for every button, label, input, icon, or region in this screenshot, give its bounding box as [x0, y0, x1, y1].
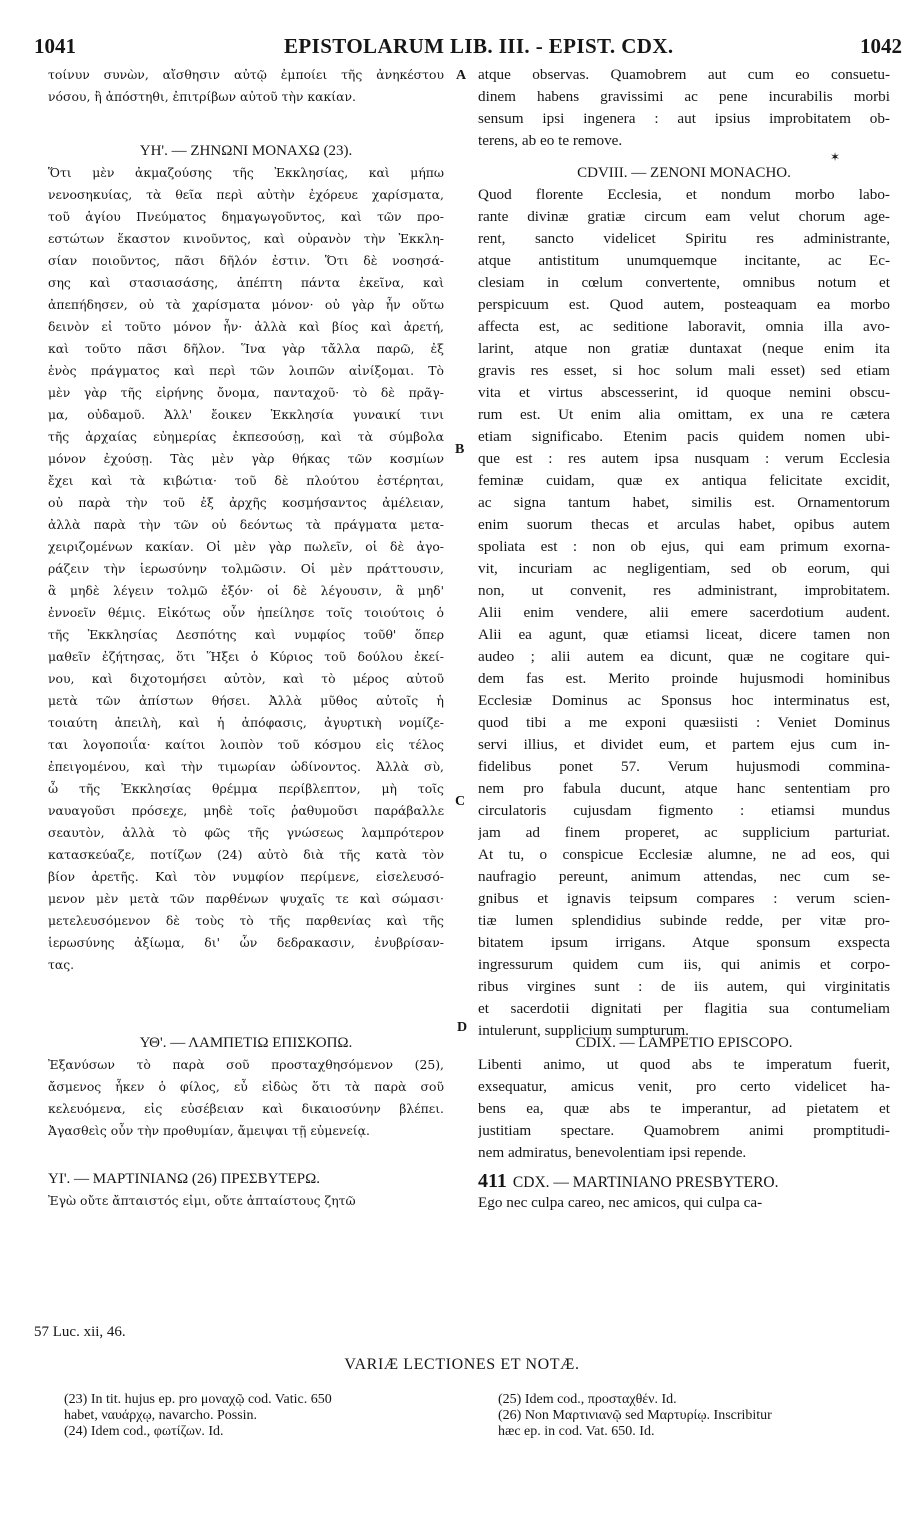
latin-letter-408	[478, 184, 890, 1042]
greek-line: νου, καὶ διχοτομήσει αὐτὸν, καὶ τὸ μέρος αὐτοῦ	[48, 671, 444, 686]
latin-line: Libenti animo, ut quod abs te imperatum fuerit,	[478, 1056, 890, 1073]
greek-line: ἄσμενος ἧκεν ὁ φίλος, εὖ εἰδὼς ὅτι τὰ παρὰ σοῦ	[48, 1079, 444, 1094]
greek-letter-410	[48, 1190, 444, 1212]
greek-line: Ἀγασθεὶς οὖν τὴν προθυμίαν, ἄμειψαι τῇ εὐμενείᾳ.	[48, 1123, 370, 1138]
greek-line: ἀλλὰ παρὰ τὴν τῶν οὐ δεόντως τὰ πράγματα μετα-	[48, 517, 444, 532]
latin-line: perspicuum est. Quod autem, posteaquam ea morbo	[478, 296, 890, 313]
greek-heading-408: ΥΗ'. — ΖΗΝΩΝΙ ΜΟΝΑΧΩ (23).	[139, 143, 353, 159]
latin-letter-409	[478, 1054, 890, 1164]
latin-line: dinem habens gravissimi ac pene incurabilis morbi	[478, 88, 890, 105]
greek-line: ἃ μηδὲ λέγειν τολμῶ ἐξόν· οἱ δὲ λέγουσιν, ἃ μηδ'	[48, 583, 444, 598]
latin-heading-410-row	[478, 1170, 890, 1192]
latin-line: gravis res esset, si hoc solum mali esset) sed etiam	[478, 362, 890, 379]
variant-note-line: (24) Idem cod., φωτίζων. Id.	[64, 1424, 224, 1439]
variae-left	[64, 1392, 460, 1440]
greek-line: ἑνὸς πράγματος καὶ περὶ τῶν λοιπῶν αἰνίξομαι. Τὸ	[48, 363, 444, 378]
latin-line: rante divinæ gratiæ circum eam velut chorum age-	[478, 208, 890, 225]
greek-line: μα, οὐδαμοῦ. Ἀλλ' ἔοικεν Ἐκκλησία γυναικί τινι	[48, 407, 444, 422]
greek-line: μὲν γὰρ τῆς εἰρήνης ὄνομα, πανταχοῦ· τὸ δὲ πρᾶγ-	[48, 385, 444, 400]
greek-line: σεαυτὸν, ἀλλὰ τὸ φῶς τῆς γνώσεως λαμπρότερον	[48, 825, 444, 840]
greek-line: μαθεῖν ἐζήτησας, ὅτι Ἥξει ὁ Κύριος τοῦ δούλου ἐκεί-	[48, 649, 444, 664]
greek-line: ράζειν τὴν ἱερωσύνην τολμῶσιν. Οἱ μὲν πράττουσιν,	[48, 561, 444, 576]
latin-line: ribus virgines sunt : de iis autem, qui virginitatis	[478, 978, 890, 995]
greek-line: βίον ἀρετῆς. Καὶ τὸν νυμφίον περίμενε, εἰσελευσό-	[48, 869, 444, 884]
page-number-right: 1042	[860, 34, 902, 58]
greek-line: δεινὸν εἰ τοῦτο μόνον ἦν· ἀλλὰ καὶ βίος καὶ ἀρετή,	[48, 319, 444, 334]
greek-line: ναυαγοῦσι πρόσεχε, μηδὲ τοῖς ῥαθυμοῦσι παράβαλλε	[48, 803, 444, 818]
latin-line: affecta est, ac seditione laboravit, omnia illa avo-	[478, 318, 890, 335]
latin-line: circulatoris cujusdam figmento : etiamsi mundus	[478, 802, 890, 819]
latin-heading-408: CDVIII. — ZENONI MONACHO.	[577, 165, 791, 181]
greek-line: νενοσηκυίας, τὰ θεῖα περὶ αὐτὴν ἐχόρευε χαρίσματα,	[48, 187, 444, 202]
greek-line: σίαν ποιοῦντος, πᾶσι δῆλόν ἐστιν. Ὅτι δὲ νοσησά-	[48, 253, 444, 268]
greek-line: Ὅτι μὲν ἀκμαζούσης τῆς Ἐκκλησίας, καὶ μήπω	[48, 165, 444, 180]
greek-line: νόσου, ἢ ἀπόστηθι, ἐπιτρίβων αὐτοῦ τὴν κακίαν.	[48, 89, 356, 104]
latin-line: audeo ; alii autem ea dicunt, quæ ne cogitare qui-	[478, 648, 890, 665]
latin-line: bitatem ipsum irrigans. Atque sponsum exspecta	[478, 934, 890, 951]
latin-column	[478, 64, 890, 1042]
greek-line: τας.	[48, 957, 75, 972]
greek-line: σης καὶ στασιασάσης, ἀπέπτη πάντα ἐκεῖνα, καὶ	[48, 275, 444, 290]
greek-line: ἀπεπήδησεν, οὐ τὰ χαρίσματα μόνον· οὐ γὰρ ἦν οὕτω	[48, 297, 444, 312]
greek-line: Ἐξανύσων τὸ παρὰ σοῦ προσταχθησόμενον (25),	[48, 1057, 444, 1072]
latin-column-lower	[478, 1032, 890, 1214]
latin-line: nem pro fabula ducunt, atque hanc sententiam pro	[478, 780, 890, 797]
ornament-mark: ✶	[830, 150, 841, 164]
latin-line: intulerunt, supplicium sumpturum.	[478, 1022, 689, 1039]
latin-line: non, ut convenit, res administrant, improbitatem.	[478, 582, 890, 599]
greek-line: χειριζομένων κακίαν. Οἱ μὲν γὰρ πωλεῖν, οἱ δὲ ἀγο-	[48, 539, 444, 554]
latin-line: nem admiratus, benevolentiam ipsi repende.	[478, 1144, 747, 1161]
latin-line: ac signa tantum habet, similis est. Ornamentorum	[478, 494, 890, 511]
latin-line: ingressurum quidem cum iis, qui animis et corpo-	[478, 956, 890, 973]
margin-letter-c: C	[455, 794, 466, 809]
variant-note-line: habet, ναυάρχῳ, navarcho. Possin.	[64, 1408, 258, 1423]
latin-line: atque antistitum unumquemque incitante, ac Ec-	[478, 252, 890, 269]
greek-line: τῆς Ἐκκλησίας Δεσπότης καὶ νυμφίος τοῦθ' ὅπερ	[48, 627, 444, 642]
greek-line: καὶ τοῦτο πᾶσι δῆλον. Ἵνα γὰρ τἄλλα παρῶ, ἐξ	[48, 341, 444, 356]
margin-letter-b: B	[455, 442, 465, 457]
variae-title: VARIÆ LECTIONES ET NOTÆ.	[344, 1356, 580, 1373]
footnote: 57 Luc. xii, 46.	[34, 1324, 126, 1340]
page-number-left: 1041	[34, 34, 76, 58]
latin-line: gnibus et ignavis teipsum compares : verum scien-	[478, 890, 890, 907]
latin-line: Ecclesiæ Dominus ac Sponsus hoc interminatus est,	[478, 692, 890, 709]
greek-line: τοιαύτη ἀπειλὴ, καὶ ἡ ἀπόφασις, ἀγυρτικὴ νομίζε-	[48, 715, 444, 730]
greek-line: ἔχει καὶ τὰ κιβώτια· τοῦ δὲ πλούτου ἐστέρηται,	[48, 473, 444, 488]
latin-line: Quod florente Ecclesia, et nondum morbo labo-	[478, 186, 890, 203]
greek-line: μόνον ἐχούσῃ. Τὰς μὲν γὰρ θήκας τῶν κοσμίων	[48, 451, 444, 466]
greek-letter-408	[48, 162, 444, 976]
latin-line: rum est. Ut enim alia omittam, ex una re cætera	[478, 406, 890, 423]
greek-line: μετελευσόμενον δὲ τοὺς τὸ τῆς παρθενίας καὶ τῆς	[48, 913, 444, 928]
greek-line: κατασκεύαζε, ποτίζων (24) αὐτὸ διὰ τῆς κατὰ τὸν	[48, 847, 444, 862]
greek-line: ὦ τῆς Ἐκκλησίας θρέμμα περίβλεπτον, μὴ τοῖς	[48, 781, 444, 796]
greek-line: ἐννοεῖν θέμις. Εἰκότως οὖν ἠπείλησε τοῖς τοιούτοις ὁ	[48, 605, 444, 620]
greek-line: μενον μὲν μετὰ τῶν παρθένων ψυχαῖς τε καὶ σώμασι·	[48, 891, 444, 906]
latin-line: vita et virtus abscesserint, id quoque nemini obscu-	[478, 384, 890, 401]
latin-line: atque observas. Quamobrem aut cum eo consuetu-	[478, 66, 890, 83]
latin-line: rent, sancto videlicet Spiritu res administrante,	[478, 230, 890, 247]
latin-line: Ego nec culpa careo, nec amicos, qui culpa ca-	[478, 1194, 763, 1211]
latin-line: terens, ab eo te remove.	[478, 132, 623, 149]
greek-heading-409: ΥΘ'. — ΛΑΜΠΕΤΙΩ ΕΠΙΣΚΟΠΩ.	[139, 1035, 353, 1051]
greek-line: Ἐγὼ οὔτε ἄπταιστός εἰμι, οὔτε ἀπταίστους ζητῶ	[48, 1193, 356, 1208]
latin-line: At tu, o conspicue Ecclesiæ alumne, ne ad eos, qui	[478, 846, 890, 863]
latin-line: etiam significabo. Etenim pacis quidem nomen ubi-	[478, 428, 890, 445]
latin-line: bens ea, quæ abs te imperantur, ad pietatem et	[478, 1100, 890, 1117]
latin-line: exsequatur, amicus venit, pro certo videlicet ha-	[478, 1078, 890, 1095]
latin-letter-410	[478, 1192, 890, 1214]
variant-note-line: (25) Idem cod., προσταχθέν. Id.	[498, 1392, 677, 1407]
latin-line: spoliata est : non ob ejus, qui eam primum exorna-	[478, 538, 890, 555]
margin-letter-d: D	[457, 1020, 468, 1035]
latin-line: naufragio pereunt, animum attendas, nec cum se-	[478, 868, 890, 885]
latin-line: sensum ipsi ingenera : aut ipsius improbitatem ob-	[478, 110, 890, 127]
latin-line: vit, incuriam ac negligentiam, sed ob eorum, qui	[478, 560, 890, 577]
latin-heading-409: CDIX. — LAMPETIO EPISCOPO.	[575, 1035, 793, 1051]
latin-line: dem fas est. Merito proinde hujusmodi hominibus	[478, 670, 890, 687]
running-header	[34, 34, 902, 60]
margin-letter-a: A	[456, 68, 467, 83]
greek-intro	[48, 64, 444, 108]
latin-line: que est : res autem ipsa nusquam : verum Ecclesia	[478, 450, 890, 467]
greek-line: τοῦ ἁγίου Πνεύματος δημαγωγοῦντος, καὶ τῶν προ-	[48, 209, 444, 224]
variant-note-line: hæc ep. in cod. Vat. 650. Id.	[498, 1424, 655, 1439]
greek-line: ἐπειγομένου, καὶ τὴν τιμωρίαν ὠδίνοντος. Ἀλλὰ σὺ,	[48, 759, 444, 774]
latin-intro	[478, 64, 890, 152]
latin-line: quod tibi a me exponi quæsiisti : Veniet Dominus	[478, 714, 890, 731]
greek-line: εστώτων ἕκαστον κινοῦντος, καὶ οὐρανὸν τὴν Ἐκκλη-	[48, 231, 444, 246]
latin-line: enim suorum thecas et arculas habet, opibus autem	[478, 516, 890, 533]
greek-line: μετὰ τῶν ἀπίστων θήσει. Ἀλλὰ μῦθος αὐτοῖς ἡ	[48, 693, 444, 708]
variae-right	[498, 1392, 902, 1440]
latin-line: justitiam spectare. Quamobrem animi promptitudi-	[478, 1122, 890, 1139]
running-title: EPISTOLARUM LIB. III. - EPIST. CDX.	[284, 34, 674, 58]
latin-line: et sacerdotii dignitati per flagitia sua contumeliam	[478, 1000, 890, 1017]
latin-line: jam ad finem properet, ac supplicium parturiat.	[478, 824, 890, 841]
variant-note-line: (23) In tit. hujus ep. pro μοναχῷ cod. Vatic. 650	[64, 1392, 332, 1407]
greek-column-lower	[48, 1032, 444, 1212]
latin-line: fidelibus ponet 57. Verum hujusmodi commina-	[478, 758, 890, 775]
greek-line: ἱερωσύνης ἀξίωμα, δι' ὧν δεδρακασιν, ἐνυβρίσαν-	[48, 935, 444, 950]
latin-line: feminæ cuidam, quæ ex antiqua felicitate excidit,	[478, 472, 890, 489]
latin-line: Alii enim vendere, alii emere sacerdotium audent.	[478, 604, 890, 621]
latin-line: larint, atque non gratiæ duntaxat (neque enim ita	[478, 340, 890, 357]
latin-line: servi illius, et dividet eum, et partem ejus cum in-	[478, 736, 890, 753]
column-number: 411	[478, 1170, 507, 1192]
latin-line: tiæ lumen splendidius subinde redde, per vitæ pro-	[478, 912, 890, 929]
greek-line: κελευόμενα, εἰς εὐσέβειαν καὶ δικαιοσύνην βλέπει.	[48, 1101, 444, 1116]
latin-line: clesiam in cœlum convertente, omnibus notum et	[478, 274, 890, 291]
variant-note-line: (26) Non Μαρτινιανῷ sed Μαρτυρίῳ. Inscribitur	[498, 1408, 772, 1423]
latin-heading-410: CDX. — MARTINIANO PRESBYTERO.	[512, 1174, 779, 1191]
latin-line: Alii ea agunt, quæ etiamsi liceat, dicere tamen non	[478, 626, 890, 643]
greek-line: οὐ παρὰ τὴν τοῦ ἐξ ἀρχῆς κοσμήσαντος ἀμέλειαν,	[48, 495, 444, 510]
greek-line: τῆς ἀρχαίας εὐημερίας ἐκπεσούσῃ, καὶ τὰ σύμβολα	[48, 429, 444, 444]
greek-heading-410: ΥΙ'. — ΜΑΡΤΙΝΙΑΝΩ (26) ΠΡΕΣΒΥΤΕΡΩ.	[48, 1171, 321, 1187]
greek-line: τοίνυν συνὼν, αἴσθησιν αὐτῷ ἐμποίει τῆς ἀνηκέστου	[48, 67, 444, 82]
greek-letter-409	[48, 1054, 444, 1142]
greek-line: ται λογοποιΐα· καίτοι λοιπὸν τοῦ κόσμου εἰς τέλος	[48, 737, 444, 752]
greek-column	[48, 64, 444, 976]
